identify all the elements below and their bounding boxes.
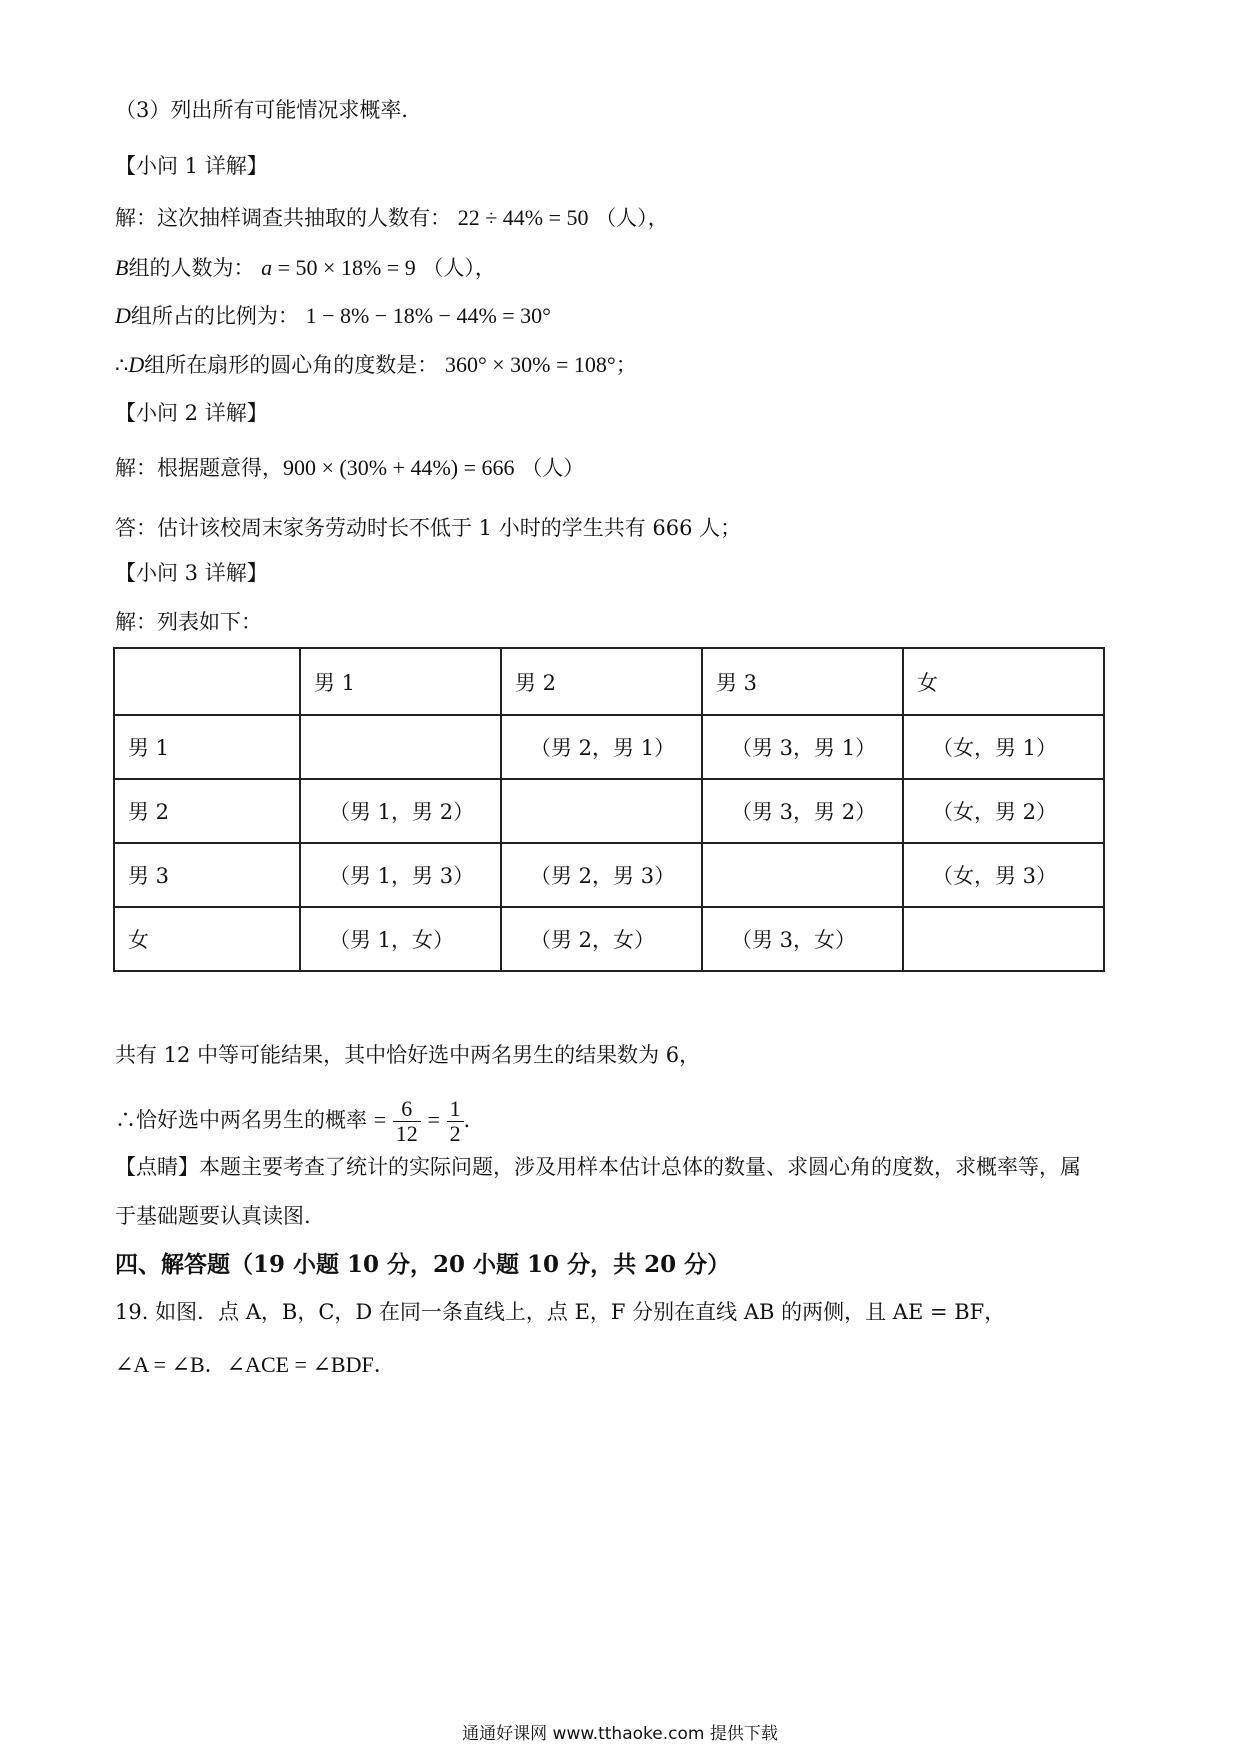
- unit-text: （人）: [521, 456, 585, 480]
- equation: 900 × (30% + 44%) = 666: [283, 455, 515, 480]
- table-cell: （男 2，男 1）: [501, 715, 702, 779]
- table-cell: （男 2，女）: [501, 907, 702, 971]
- table-row: [114, 907, 1104, 971]
- variable: B: [115, 255, 129, 280]
- comment-line-2: 于基础题要认真读图.: [115, 1204, 311, 1228]
- table-cell: （男 1，男 2）: [300, 779, 501, 843]
- table-cell: 男 2: [501, 648, 702, 715]
- result-line-1: 共有 12 中等可能结果，其中恰好选中两名男生的结果数为 6，: [115, 1043, 701, 1067]
- variable: D: [115, 303, 131, 328]
- subquestion-2-heading: 【小问 2 详解】: [115, 401, 268, 425]
- equation: 360° × 30% = 108°: [444, 352, 616, 377]
- question-19-line-2: ∠A = ∠B．∠ACE = ∠BDF．: [115, 1352, 396, 1377]
- table-row: [114, 715, 1104, 779]
- subquestion-1-heading: 【小问 1 详解】: [115, 154, 268, 178]
- subquestion-3-heading: 【小问 3 详解】: [115, 561, 268, 585]
- table-cell: （男 2，男 3）: [501, 843, 702, 907]
- unit-text: （人），: [422, 256, 496, 280]
- numerator: 1: [447, 1097, 464, 1122]
- line-text: 解：这次抽样调查共抽取的人数有：: [115, 206, 451, 230]
- table-cell: （女，男 3）: [903, 843, 1104, 907]
- equation: = 50 × 18% = 9: [272, 255, 416, 280]
- equation: 22 ÷ 44% = 50: [457, 205, 589, 230]
- fraction: [393, 1097, 421, 1146]
- variable: D: [128, 352, 145, 377]
- table-cell: （男 1，男 3）: [300, 843, 501, 907]
- line-end: ；: [615, 353, 637, 377]
- equation: 1 − 8% − 18% − 44% = 30°: [305, 303, 551, 328]
- unit-text: （人），: [595, 206, 669, 230]
- fraction: [447, 1097, 464, 1146]
- line-text: 组的人数为：: [128, 256, 255, 280]
- table-cell: 女: [903, 648, 1104, 715]
- subquestion-3-line-1: 解：列表如下：: [115, 610, 262, 634]
- table-cell: 男 1: [114, 715, 300, 779]
- result-line-2: [115, 1090, 485, 1150]
- equals-sign: =: [373, 1107, 387, 1132]
- equals-sign: =: [427, 1107, 440, 1132]
- denominator: 12: [395, 1121, 418, 1146]
- therefore-symbol: ∴: [115, 353, 129, 377]
- numerator: 6: [393, 1097, 421, 1122]
- table-cell: 男 3: [702, 648, 903, 715]
- line-text: 组所在扇形的圆心角的度数是：: [144, 353, 439, 377]
- subquestion-2-answer: 答：估计该校周末家务劳动时长不低于 1 小时的学生共有 666 人；: [115, 516, 742, 540]
- table-cell: [702, 843, 903, 907]
- table-cell: [501, 779, 702, 843]
- line-text: 组所占的比例为：: [130, 304, 299, 328]
- table-header-row: [114, 648, 1104, 715]
- page-footer: 通通好课网 www.tthaoke.com 提供下载: [462, 1724, 778, 1744]
- comment-line-1: 【点睛】本题主要考查了统计的实际问题，涉及用样本估计总体的数量、求圆心角的度数，求概率等，属: [115, 1155, 1081, 1179]
- denominator: 2: [449, 1121, 461, 1146]
- table-cell: （男 3，女）: [702, 907, 903, 971]
- subquestion-1-line-2: [115, 253, 496, 283]
- subquestion-1-line-4: [115, 350, 637, 380]
- table-cell: [300, 715, 501, 779]
- line-text: ∴恰好选中两名男生的概率: [115, 1108, 367, 1132]
- table-cell: [903, 907, 1104, 971]
- subquestion-1-line-3: [115, 301, 551, 331]
- table-cell: 男 3: [114, 843, 300, 907]
- table-row: [114, 779, 1104, 843]
- table-cell: （男 3，男 2）: [702, 779, 903, 843]
- table-cell: 男 2: [114, 779, 300, 843]
- line-text: 解：根据题意得，: [115, 456, 283, 480]
- line-end: ．: [463, 1108, 485, 1132]
- question-3-prompt: （3）列出所有可能情况求概率．: [115, 98, 423, 122]
- subquestion-2-line-1: [115, 453, 584, 483]
- variable: a: [261, 255, 273, 280]
- subquestion-1-line-1: [115, 203, 669, 233]
- table-cell: （男 1，女）: [300, 907, 501, 971]
- question-19-line-1: 19. 如图．点 A，B，C，D 在同一条直线上，点 E，F 分别在直线 AB 的两侧，且 AE = BF，: [115, 1300, 1006, 1324]
- outcome-table: [113, 647, 1105, 972]
- table-cell: （女，男 2）: [903, 779, 1104, 843]
- table-cell: （女，男 1）: [903, 715, 1104, 779]
- table-cell: 男 1: [300, 648, 501, 715]
- table-cell: （男 3，男 1）: [702, 715, 903, 779]
- table-row: [114, 843, 1104, 907]
- table-cell: [114, 648, 300, 715]
- table-cell: 女: [114, 907, 300, 971]
- section-title: 四、解答题（19 小题 10 分，20 小题 10 分，共 20 分）: [115, 1251, 731, 1278]
